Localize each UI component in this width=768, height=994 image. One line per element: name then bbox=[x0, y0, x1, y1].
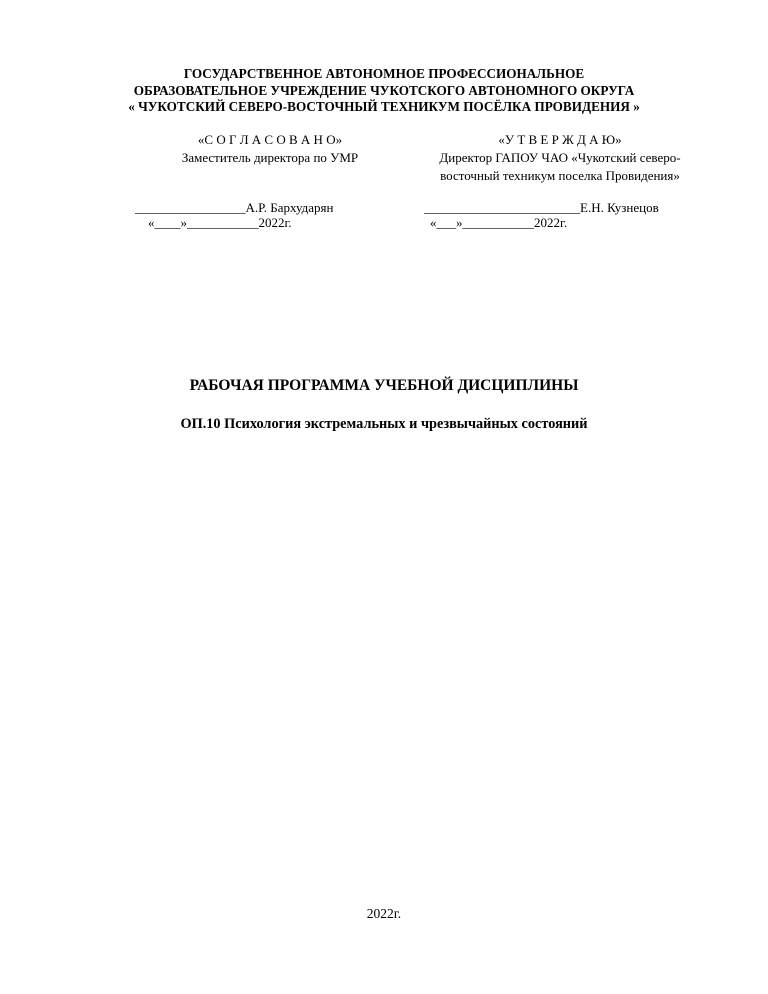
institution-name-line-3: « ЧУКОТСКИЙ СЕВЕРО-ВОСТОЧНЫЙ ТЕХНИКУМ ПОСЁЛКА ПРОВИДЕНИЯ » bbox=[128, 99, 640, 114]
approved-date-line: «___»___________2022г. bbox=[430, 215, 568, 230]
agreed-position: Заместитель директора по УМР bbox=[181, 150, 359, 165]
agreed-block bbox=[120, 131, 420, 167]
document-year: 2022г. bbox=[366, 906, 402, 921]
agreed-signature-line: _________________А.Р. Бархударян bbox=[135, 200, 334, 215]
approved-stamp: «У Т В Е Р Ж Д А Ю» bbox=[498, 132, 622, 147]
approved-position-line-2: восточный техникум поселка Провидения» bbox=[440, 168, 680, 183]
approved-signature-line: ________________________Е.Н. Кузнецов bbox=[424, 200, 659, 215]
institution-name-line-2: ОБРАЗОВАТЕЛЬНОЕ УЧРЕЖДЕНИЕ ЧУКОТСКОГО АВТОНОМНОГО ОКРУГА bbox=[133, 82, 635, 98]
discipline-name: ОП.10 Психология экстремальных и чрезвычайных состояний bbox=[180, 416, 588, 432]
approved-position-line-1: Директор ГАПОУ ЧАО «Чукотский северо- bbox=[439, 150, 681, 165]
approved-block bbox=[395, 131, 725, 185]
institution-name-line-1: ГОСУДАРСТВЕННОЕ АВТОНОМНОЕ ПРОФЕССИОНАЛЬНОЕ bbox=[183, 66, 585, 81]
agreed-stamp: «С О Г Л А С О В А Н О» bbox=[197, 132, 343, 147]
institution-header bbox=[0, 66, 768, 116]
document-title: РАБОЧАЯ ПРОГРАММА УЧЕБНОЙ ДИСЦИПЛИНЫ bbox=[189, 377, 579, 394]
agreed-date-line: «____»___________2022г. bbox=[148, 215, 292, 230]
